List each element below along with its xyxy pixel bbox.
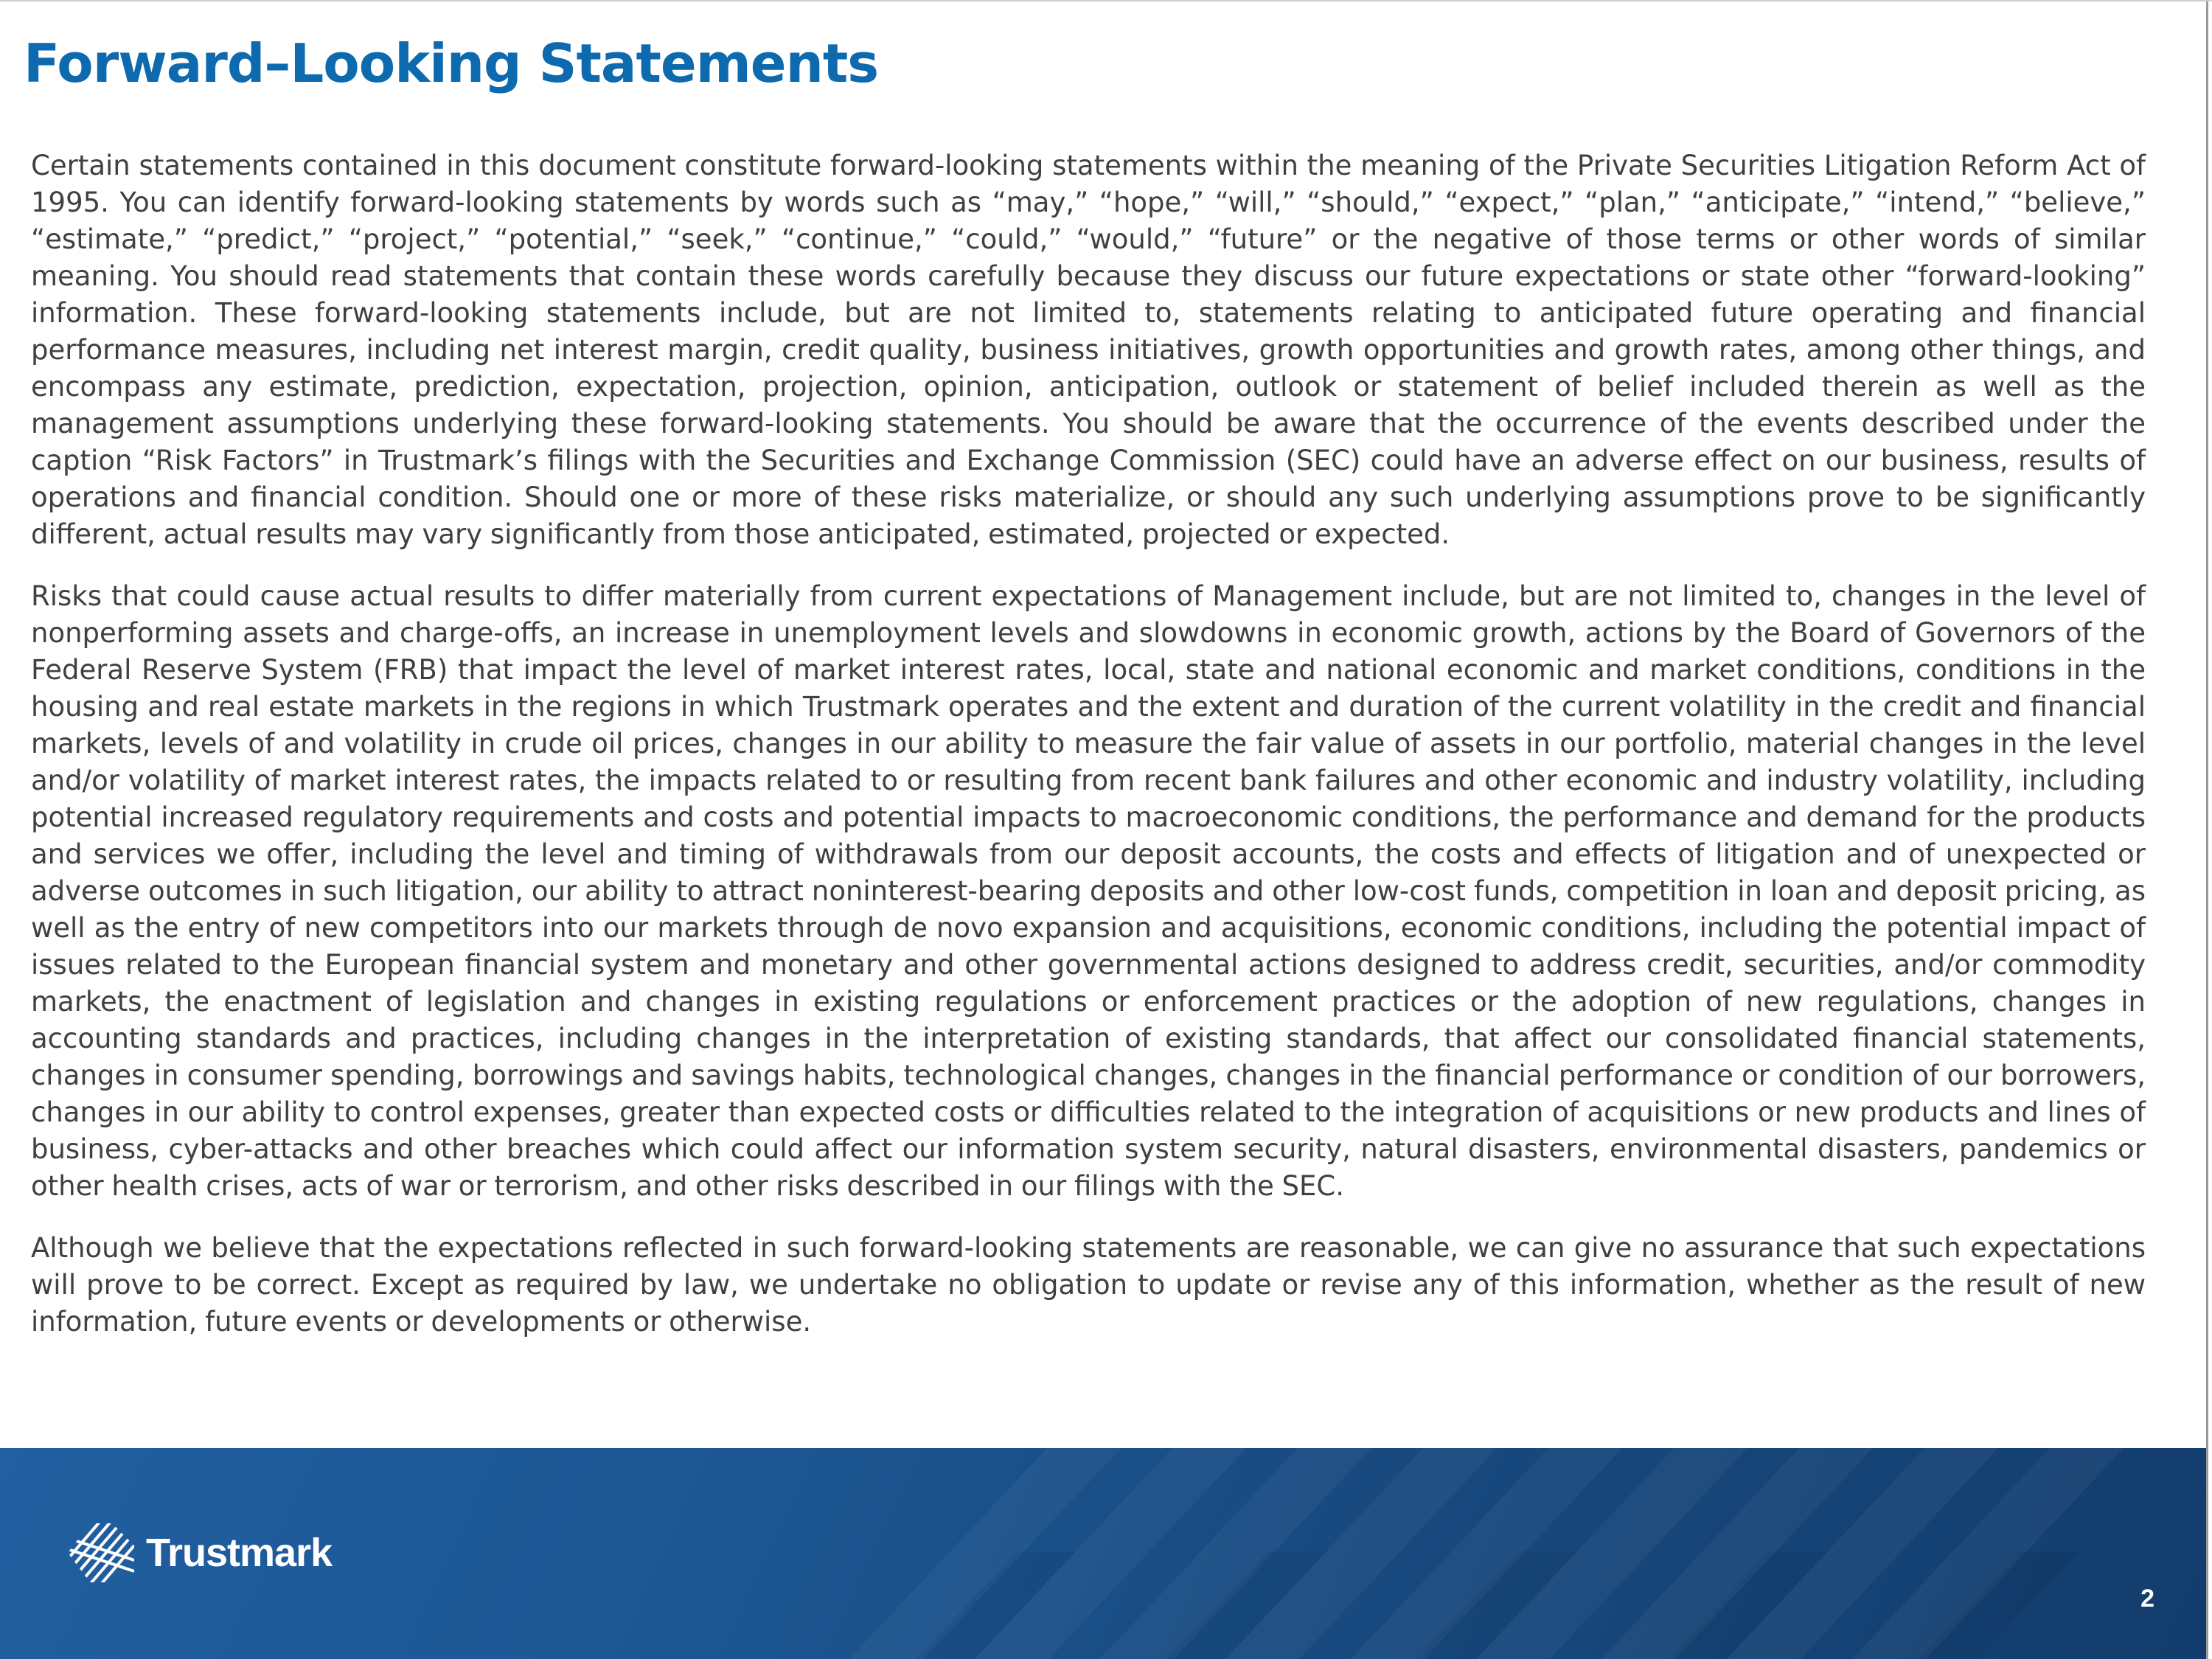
page-number: 2 — [2140, 1585, 2154, 1613]
logo-wordmark: Trustmark — [146, 1531, 333, 1575]
paragraph-3: Although we believe that the expectations reflected in such forward-looking statements are reasonable, we can give no assurance that such expectations will prove to be correct. Except as required by law, we undertake no obligation to update or revise any of this information, whether as the result of new information, future events or developments or otherwise. — [31, 1232, 2146, 1338]
body-text — [31, 147, 2146, 1366]
trustmark-logo — [60, 1516, 332, 1590]
paragraph-1: Certain statements contained in this document constitute forward-looking statements within the meaning of the Private Securities Litigation Reform Act of 1995. You can identify forward-looking statements by words such as “may,” “hope,” “will,” “should,” “expect,” “plan,” “anticipate,” “intend,” “believe,” “estimate,” “predict,” “project,” “potential,” “seek,” “continue,” “could,” “would,” “future” or the negative of those terms or other words of similar meaning. You should read statements that contain these words carefully because they discuss our future expectations or state other “forward-looking” information. These forward-looking statements include, but are not limited to, statements relating to anticipated future operating and financial performance measures, including net interest margin, credit quality, business initiatives, growth opportunities and growth rates, among other things, and encompass any estimate, prediction, expectation, projection, opinion, anticipation, outlook or statement of belief included therein as well as the management assumptions underlying these forward-looking statements. You should be aware that the occurrence of the events described under the caption “Risk Factors” in Trustmark’s filings with the Securities and Exchange Commission (SEC) could have an adverse effect on our business, results of operations and financial condition. Should one or more of these risks materialize, or should any such underlying assumptions prove to be significantly different, actual results may vary significantly from those anticipated, estimated, projected or expected. — [31, 150, 2146, 550]
trustmark-globe-icon — [60, 1516, 142, 1590]
slide-edge — [2206, 1, 2212, 1659]
paragraph-2: Risks that could cause actual results to differ materially from current expectations of Management include, but are not limited to, changes in the level of nonperforming assets and charge-offs, an increase in unemployment levels and slowdowns in economic growth, actions by the Board of Governors of the Federal Reserve System (FRB) that impact the level of market interest rates, local, state and national economic and market conditions, conditions in the housing and real estate markets in the regions in which Trustmark operates and the extent and duration of the current volatility in the credit and financial markets, levels of and volatility in crude oil prices, changes in our ability to measure the fair value of assets in our portfolio, material changes in the level and/or volatility of market interest rates, the impacts related to or resulting from recent bank failures and other economic and industry volatility, including potential increased regulatory requirements and costs and potential impacts to macroeconomic conditions, the performance and demand for the products and services we offer, including the level and timing of withdrawals from our deposit accounts, the costs and effects of litigation and of unexpected or adverse outcomes in such litigation, our ability to attract noninterest-bearing deposits and other low-cost funds, competition in loan and deposit pricing, as well as the entry of new competitors into our markets through de novo expansion and acquisitions, economic conditions, including the potential impact of issues related to the European financial system and monetary and other governmental actions designed to address credit, securities, and/or commodity markets, the enactment of legislation and changes in existing regulations or enforcement practices or the adoption of new regulations, changes in accounting standards and practices, including changes in the interpretation of existing standards, that affect our consolidated financial statements, changes in consumer spending, borrowings and savings habits, technological changes, changes in the financial performance or condition of our borrowers, changes in our ability to control expenses, greater than expected costs or difficulties related to the integration of acquisitions or new products and lines of business, cyber-attacks and other breaches which could affect our information system security, natural disasters, environmental disasters, pandemics or other health crises, acts of war or terrorism, and other risks described in our filings with the SEC. — [31, 580, 2146, 1202]
page-title: Forward–Looking Statements — [24, 32, 879, 94]
footer-banner — [0, 1448, 2206, 1659]
